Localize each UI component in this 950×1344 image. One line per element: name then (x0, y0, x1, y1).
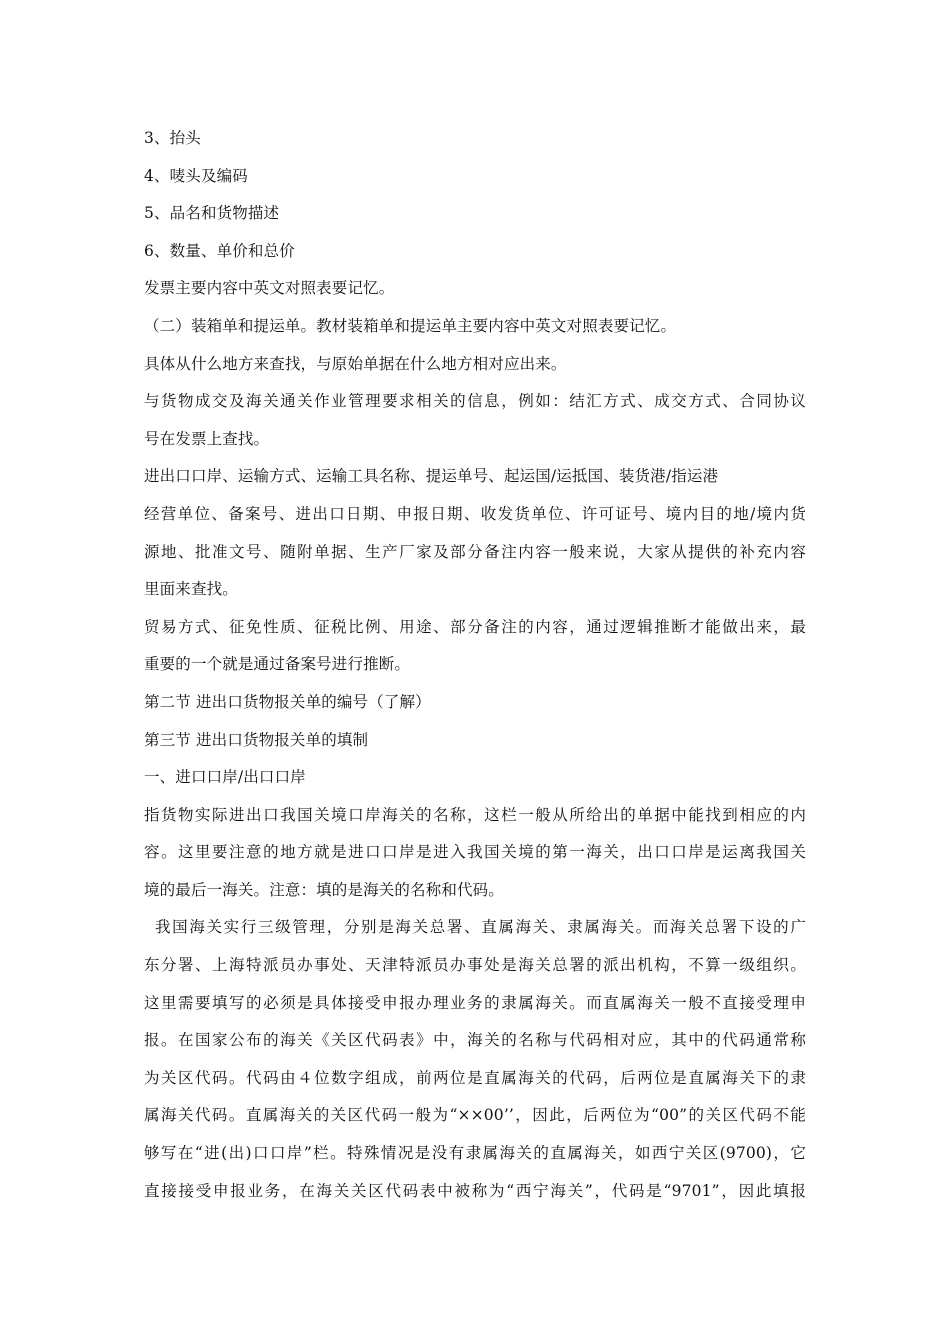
text-line: 属海关代码。直属海关的关区代码一般为“××00’’，因此，后两位为“00”的关区代码不能 (144, 1106, 806, 1125)
text-line: 6、数量、单价和总价 (144, 241, 295, 260)
text-line: 进出口口岸、运输方式、运输工具名称、提运单号、起运国/运抵国、装货港/指运港 (144, 467, 719, 486)
text-line: 源地、批准文号、随附单据、生产厂家及部分备注内容一般来说，大家从提供的补充内容 (144, 542, 806, 561)
section-heading: 第二节 进出口货物报关单的编号（了解） (144, 692, 431, 711)
text-line: 贸易方式、征免性质、征税比例、用途、部分备注的内容，通过逻辑推断才能做出来，最 (144, 617, 806, 636)
text-line: 里面来查找。 (144, 580, 238, 599)
text-line: （二）装箱单和提运单。教材装箱单和提运单主要内容中英文对照表要记忆。 (144, 316, 677, 335)
text-line: 够写在“进(出)口口岸”栏。特殊情况是没有隶属海关的直属海关，如西宁关区(9700)，它 (144, 1144, 806, 1163)
text-line: 直接接受申报业务，在海关关区代码表中被称为“西宁海关”，代码是“9701”，因此填报 (144, 1181, 806, 1200)
document-body (144, 120, 806, 1210)
text-line: 东分署、上海特派员办事处、天津特派员办事处是海关总署的派出机构，不算一级组织。 (144, 956, 806, 975)
text-line: 4、唛头及编码 (144, 166, 248, 185)
text-line: 发票主要内容中英文对照表要记忆。 (144, 279, 395, 298)
text-line: 为关区代码。代码由４位数字组成，前两位是直属海关的代码，后两位是直属海关下的隶 (144, 1068, 806, 1087)
text-line: 5、品名和货物描述 (144, 204, 280, 223)
text-line: 与货物成交及海关通关作业管理要求相关的信息，例如：结汇方式、成交方式、合同协议 (144, 392, 806, 411)
text-line: 我国海关实行三级管理，分别是海关总署、直属海关、隶属海关。而海关总署下设的广 (155, 918, 806, 937)
text-line: 报。在国家公布的海关《关区代码表》中，海关的名称与代码相对应，其中的代码通常称 (144, 1031, 806, 1050)
text-line: 具体从什么地方来查找，与原始单据在什么地方相对应出来。 (144, 354, 567, 373)
text-line: 指货物实际进出口我国关境口岸海关的名称，这栏一般从所给出的单据中能找到相应的内 (144, 805, 806, 824)
text-line: 这里需要填写的必须是具体接受申报办理业务的隶属海关。而直属海关一般不直接受理申 (144, 993, 806, 1012)
text-line: 3、抬头 (144, 129, 201, 147)
text-line: 经营单位、备案号、进出口日期、申报日期、收发货单位、许可证号、境内目的地/境内货 (144, 504, 806, 523)
text-line: 号在发票上查找。 (144, 429, 270, 448)
text-line: 境的最后一海关。注意：填的是海关的名称和代码。 (144, 880, 504, 899)
subsection-heading: 一、进口口岸/出口口岸 (144, 768, 306, 787)
text-line: 容。这里要注意的地方就是进口口岸是进入我国关境的第一海关，出口口岸是运离我国关 (144, 843, 806, 862)
text-line: 重要的一个就是通过备案号进行推断。 (144, 655, 411, 674)
section-heading: 第三节 进出口货物报关单的填制 (144, 730, 369, 749)
